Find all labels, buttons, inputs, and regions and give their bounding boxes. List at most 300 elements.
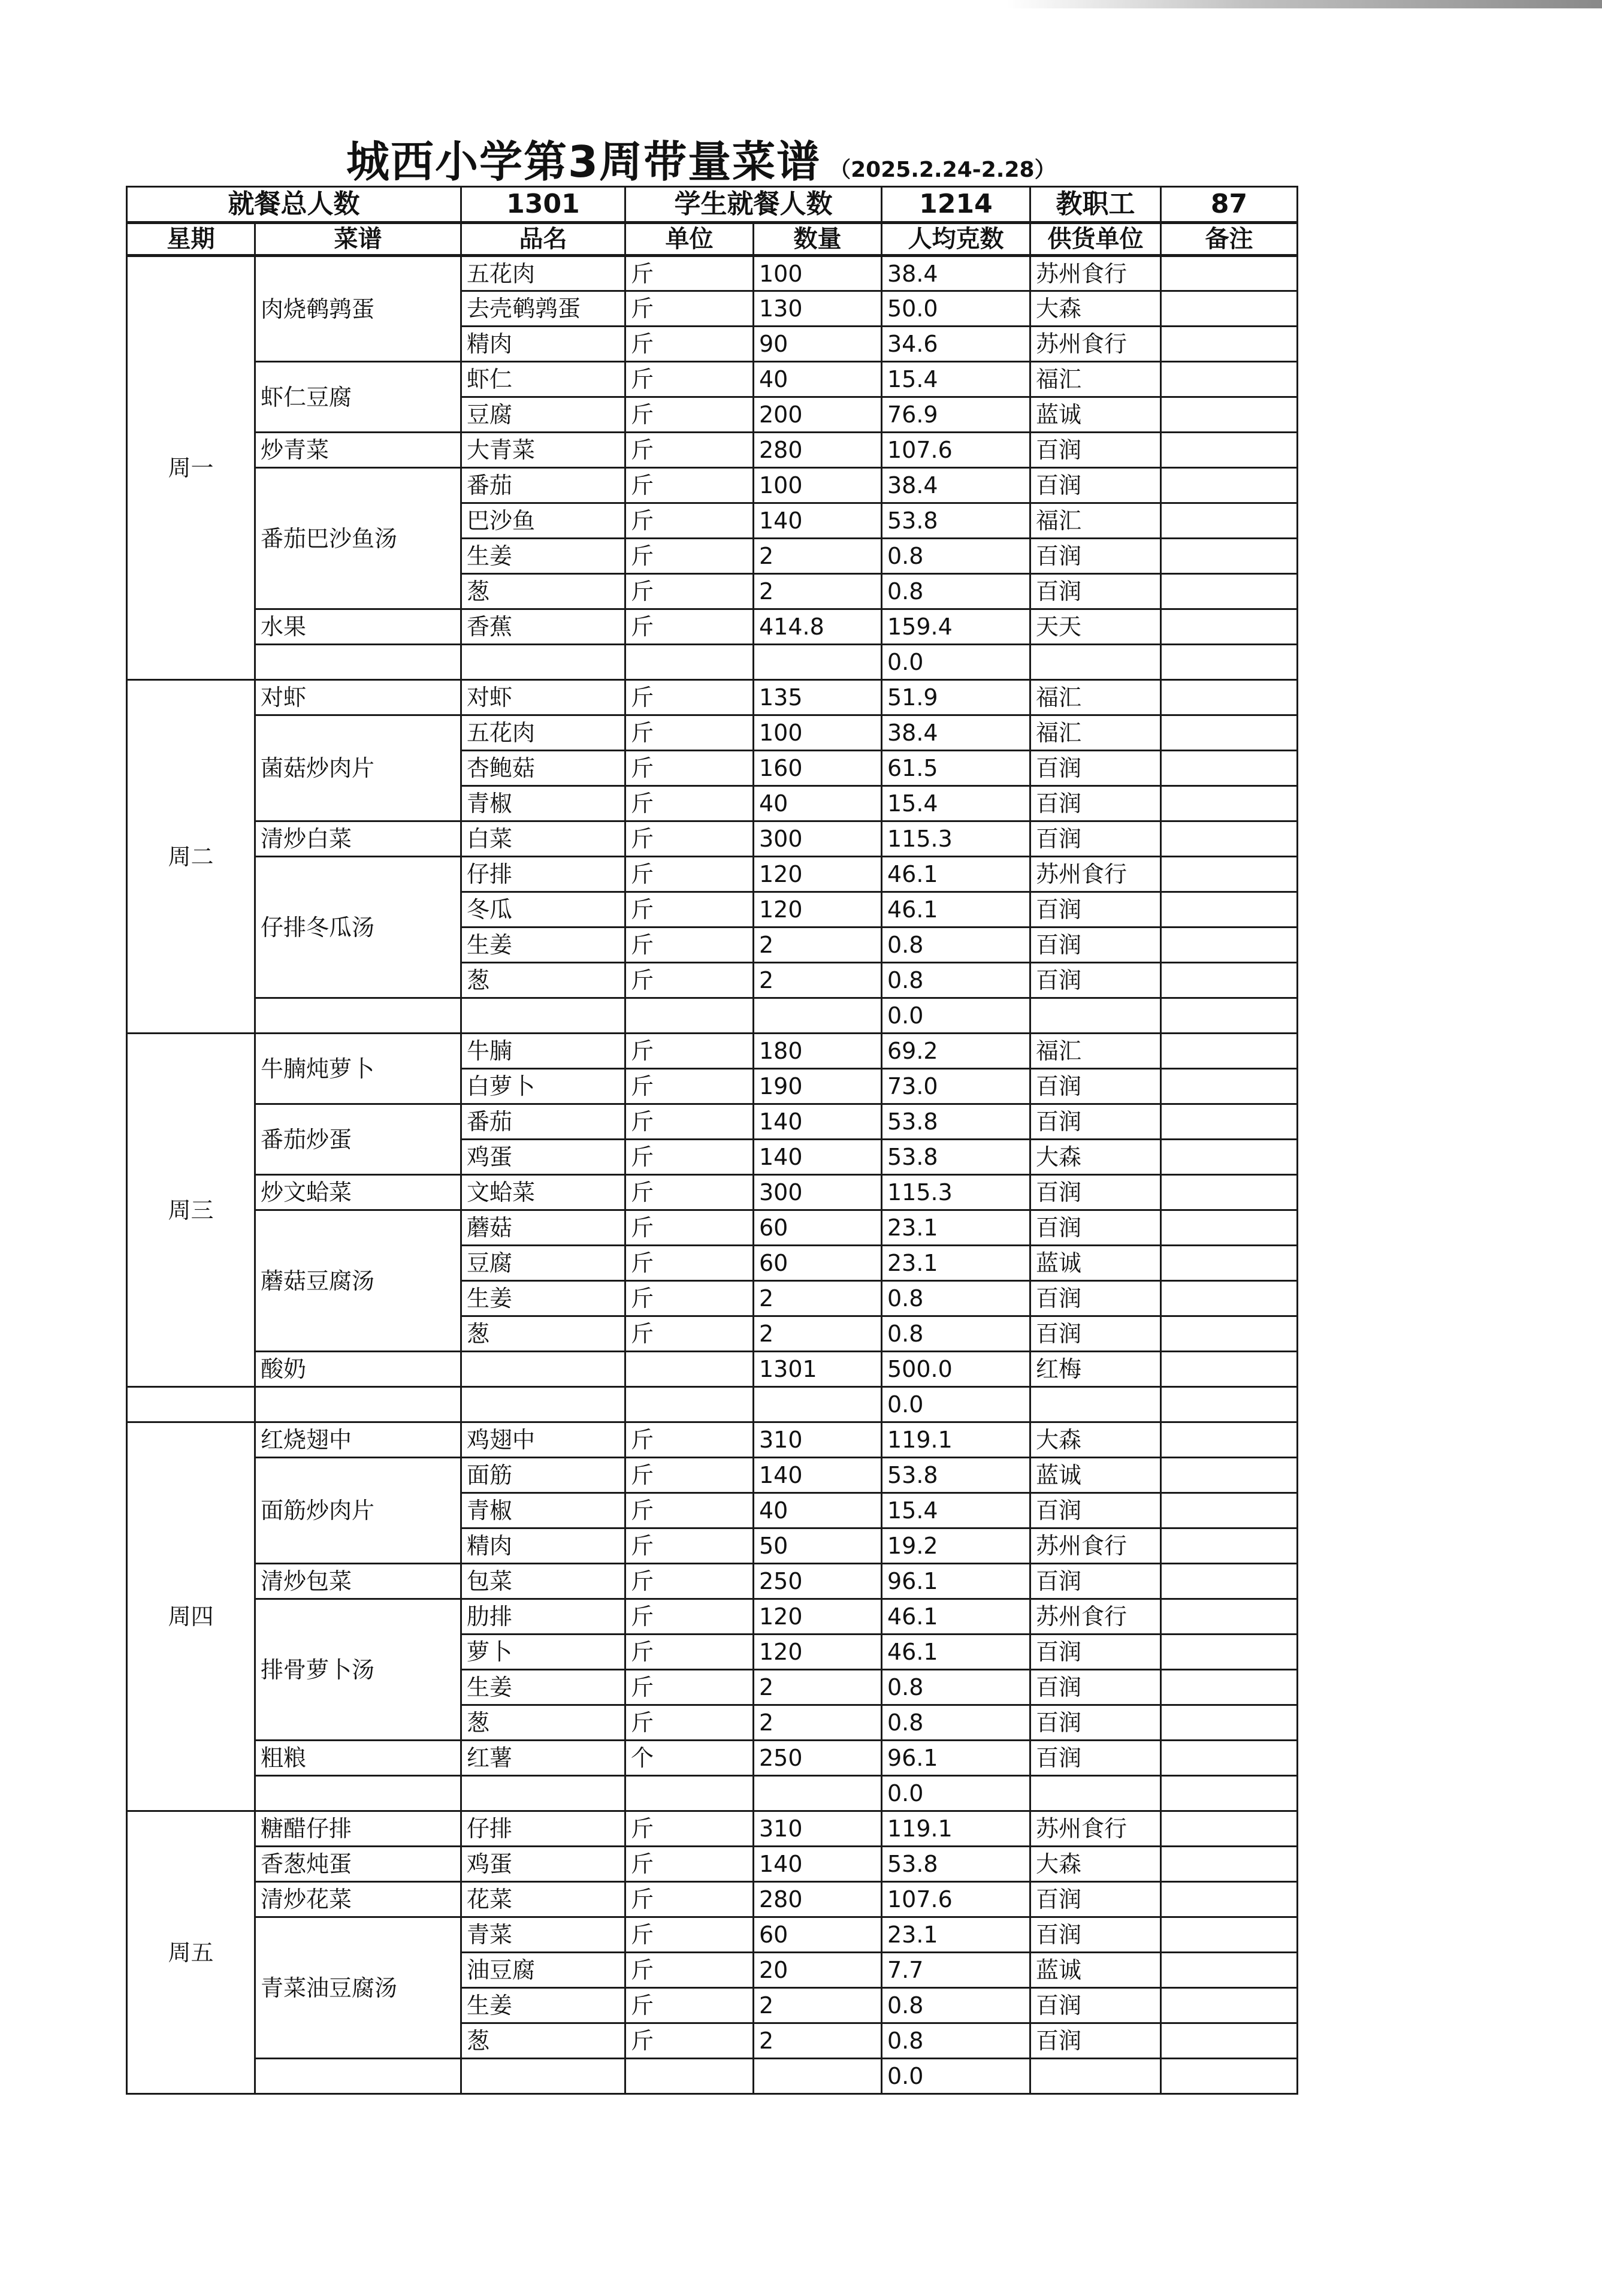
quantity-cell: 50 <box>754 1528 882 1564</box>
quantity-cell: 40 <box>754 362 882 397</box>
quantity-cell: 2 <box>754 1988 882 2023</box>
supplier-cell: 百润 <box>1030 1670 1161 1705</box>
supplier-cell: 苏州食行 <box>1030 256 1161 291</box>
per-capita-cell: 96.1 <box>882 1741 1030 1776</box>
dish-cell: 香葱炖蛋 <box>255 1847 461 1882</box>
supplier-cell <box>1030 1387 1161 1422</box>
item-cell: 文蛤菜 <box>461 1175 625 1210</box>
quantity-cell: 140 <box>754 1847 882 1882</box>
unit-cell: 斤 <box>625 1528 754 1564</box>
weekday-cell: 周三 <box>127 1034 255 1387</box>
per-capita-cell: 0.0 <box>882 1387 1030 1422</box>
table-row <box>127 1387 1298 1422</box>
unit-cell: 斤 <box>625 715 754 751</box>
quantity-cell: 250 <box>754 1741 882 1776</box>
note-cell <box>1161 362 1298 397</box>
per-capita-cell: 76.9 <box>882 397 1030 433</box>
item-cell <box>461 1387 625 1422</box>
dish-cell <box>255 1776 461 1811</box>
note-cell <box>1161 1528 1298 1564</box>
unit-cell: 斤 <box>625 397 754 433</box>
supplier-cell: 百润 <box>1030 468 1161 503</box>
supplier-cell: 百润 <box>1030 821 1161 857</box>
unit-cell: 斤 <box>625 1246 754 1281</box>
menu-table <box>126 186 1298 2095</box>
col-header-per-capita: 人均克数 <box>882 223 1030 256</box>
per-capita-cell: 46.1 <box>882 1635 1030 1670</box>
note-cell <box>1161 892 1298 928</box>
note-cell <box>1161 1705 1298 1741</box>
supplier-cell: 百润 <box>1030 433 1161 468</box>
per-capita-cell: 34.6 <box>882 327 1030 362</box>
item-cell: 虾仁 <box>461 362 625 397</box>
supplier-cell: 福汇 <box>1030 1034 1161 1069</box>
quantity-cell <box>754 1387 882 1422</box>
note-cell <box>1161 327 1298 362</box>
quantity-cell: 180 <box>754 1034 882 1069</box>
table-row <box>127 468 1298 503</box>
supplier-cell: 蓝诚 <box>1030 1458 1161 1493</box>
table-row <box>127 1422 1298 1458</box>
quantity-cell: 310 <box>754 1422 882 1458</box>
per-capita-cell: 53.8 <box>882 503 1030 539</box>
unit-cell: 斤 <box>625 1210 754 1246</box>
item-cell: 生姜 <box>461 539 625 574</box>
item-cell <box>461 1776 625 1811</box>
unit-cell: 斤 <box>625 928 754 963</box>
item-cell <box>461 645 625 680</box>
item-cell: 巴沙鱼 <box>461 503 625 539</box>
item-cell: 鸡翅中 <box>461 1422 625 1458</box>
per-capita-cell: 61.5 <box>882 751 1030 786</box>
dish-cell: 粗粮 <box>255 1741 461 1776</box>
note-cell <box>1161 256 1298 291</box>
quantity-cell: 300 <box>754 1175 882 1210</box>
quantity-cell: 280 <box>754 1882 882 1917</box>
supplier-cell: 百润 <box>1030 1917 1161 1953</box>
note-cell <box>1161 1670 1298 1705</box>
col-header-dish: 菜谱 <box>255 223 461 256</box>
unit-cell: 斤 <box>625 1988 754 2023</box>
item-cell: 对虾 <box>461 680 625 715</box>
item-cell: 大青菜 <box>461 433 625 468</box>
item-cell: 花菜 <box>461 1882 625 1917</box>
per-capita-cell: 0.8 <box>882 963 1030 998</box>
note-cell <box>1161 1493 1298 1528</box>
per-capita-cell: 107.6 <box>882 1882 1030 1917</box>
note-cell <box>1161 1953 1298 1988</box>
per-capita-cell: 53.8 <box>882 1458 1030 1493</box>
note-cell <box>1161 468 1298 503</box>
staff-value: 87 <box>1161 187 1298 223</box>
quantity-cell: 2 <box>754 1705 882 1741</box>
supplier-cell: 百润 <box>1030 892 1161 928</box>
supplier-cell: 苏州食行 <box>1030 857 1161 892</box>
note-cell <box>1161 1246 1298 1281</box>
unit-cell: 斤 <box>625 1635 754 1670</box>
per-capita-cell: 19.2 <box>882 1528 1030 1564</box>
unit-cell: 斤 <box>625 362 754 397</box>
date-range: （2025.2.24-2.28） <box>829 158 1056 182</box>
note-cell <box>1161 786 1298 821</box>
scan-edge-artifact <box>1006 0 1602 8</box>
col-header-supplier: 供货单位 <box>1030 223 1161 256</box>
item-cell: 豆腐 <box>461 1246 625 1281</box>
unit-cell <box>625 2059 754 2094</box>
supplier-cell <box>1030 998 1161 1034</box>
col-header-item: 品名 <box>461 223 625 256</box>
quantity-cell: 280 <box>754 433 882 468</box>
note-cell <box>1161 433 1298 468</box>
item-cell: 青菜 <box>461 1917 625 1953</box>
quantity-cell: 414.8 <box>754 609 882 645</box>
supplier-cell: 百润 <box>1030 1104 1161 1140</box>
per-capita-cell: 0.8 <box>882 1316 1030 1352</box>
dish-cell: 菌菇炒肉片 <box>255 715 461 821</box>
unit-cell: 斤 <box>625 1034 754 1069</box>
item-cell: 精肉 <box>461 327 625 362</box>
table-row <box>127 821 1298 857</box>
dish-cell: 牛腩炖萝卜 <box>255 1034 461 1104</box>
note-cell <box>1161 1281 1298 1316</box>
weekday-cell <box>127 1387 255 1422</box>
per-capita-cell: 0.8 <box>882 539 1030 574</box>
quantity-cell: 140 <box>754 503 882 539</box>
item-cell: 香蕉 <box>461 609 625 645</box>
supplier-cell: 百润 <box>1030 1741 1161 1776</box>
table-row <box>127 1599 1298 1635</box>
note-cell <box>1161 963 1298 998</box>
per-capita-cell: 115.3 <box>882 821 1030 857</box>
dish-cell <box>255 1387 461 1422</box>
quantity-cell: 2 <box>754 1670 882 1705</box>
table-row <box>127 1847 1298 1882</box>
quantity-cell <box>754 2059 882 2094</box>
item-cell: 萝卜 <box>461 1635 625 1670</box>
supplier-cell: 苏州食行 <box>1030 1811 1161 1847</box>
note-cell <box>1161 397 1298 433</box>
note-cell <box>1161 821 1298 857</box>
unit-cell: 斤 <box>625 574 754 609</box>
student-diners-value: 1214 <box>882 187 1030 223</box>
item-cell: 五花肉 <box>461 715 625 751</box>
supplier-cell <box>1030 645 1161 680</box>
item-cell: 冬瓜 <box>461 892 625 928</box>
note-cell <box>1161 715 1298 751</box>
supplier-cell: 福汇 <box>1030 680 1161 715</box>
unit-cell: 斤 <box>625 1917 754 1953</box>
unit-cell: 斤 <box>625 503 754 539</box>
quantity-cell: 2 <box>754 539 882 574</box>
quantity-cell <box>754 645 882 680</box>
dish-cell <box>255 2059 461 2094</box>
note-cell <box>1161 1811 1298 1847</box>
quantity-cell: 190 <box>754 1069 882 1104</box>
supplier-cell: 百润 <box>1030 1281 1161 1316</box>
unit-cell <box>625 1387 754 1422</box>
item-cell: 葱 <box>461 1705 625 1741</box>
dish-cell: 炒青菜 <box>255 433 461 468</box>
weekday-cell: 周四 <box>127 1422 255 1811</box>
quantity-cell: 140 <box>754 1104 882 1140</box>
dish-cell: 肉烧鹌鹑蛋 <box>255 256 461 362</box>
per-capita-cell: 38.4 <box>882 468 1030 503</box>
item-cell: 生姜 <box>461 1670 625 1705</box>
per-capita-cell: 119.1 <box>882 1422 1030 1458</box>
per-capita-cell: 23.1 <box>882 1917 1030 1953</box>
unit-cell: 斤 <box>625 291 754 327</box>
note-cell <box>1161 1847 1298 1882</box>
quantity-cell: 135 <box>754 680 882 715</box>
per-capita-cell: 50.0 <box>882 291 1030 327</box>
item-cell: 五花肉 <box>461 256 625 291</box>
quantity-cell <box>754 998 882 1034</box>
supplier-cell: 福汇 <box>1030 503 1161 539</box>
per-capita-cell: 115.3 <box>882 1175 1030 1210</box>
item-cell: 葱 <box>461 574 625 609</box>
table-row <box>127 609 1298 645</box>
note-cell <box>1161 1882 1298 1917</box>
item-cell: 红薯 <box>461 1741 625 1776</box>
supplier-cell: 大森 <box>1030 291 1161 327</box>
per-capita-cell: 0.0 <box>882 998 1030 1034</box>
quantity-cell: 60 <box>754 1917 882 1953</box>
unit-cell: 斤 <box>625 433 754 468</box>
quantity-cell: 100 <box>754 715 882 751</box>
item-cell <box>461 2059 625 2094</box>
per-capita-cell: 46.1 <box>882 1599 1030 1635</box>
table-row <box>127 1175 1298 1210</box>
item-cell: 青椒 <box>461 1493 625 1528</box>
per-capita-cell: 73.0 <box>882 1069 1030 1104</box>
per-capita-cell: 38.4 <box>882 256 1030 291</box>
per-capita-cell: 15.4 <box>882 362 1030 397</box>
per-capita-cell: 0.8 <box>882 574 1030 609</box>
supplier-cell: 大森 <box>1030 1422 1161 1458</box>
table-row <box>127 998 1298 1034</box>
note-cell <box>1161 1316 1298 1352</box>
quantity-cell: 90 <box>754 327 882 362</box>
table-row <box>127 857 1298 892</box>
table-row <box>127 1917 1298 1953</box>
note-cell <box>1161 1988 1298 2023</box>
dish-cell: 清炒花菜 <box>255 1882 461 1917</box>
quantity-cell: 120 <box>754 1599 882 1635</box>
note-cell <box>1161 2059 1298 2094</box>
dish-cell <box>255 645 461 680</box>
per-capita-cell: 53.8 <box>882 1847 1030 1882</box>
dish-cell: 面筋炒肉片 <box>255 1458 461 1564</box>
item-cell: 生姜 <box>461 1988 625 2023</box>
unit-cell: 斤 <box>625 1458 754 1493</box>
per-capita-cell: 46.1 <box>882 892 1030 928</box>
quantity-cell: 140 <box>754 1458 882 1493</box>
dish-cell: 炒文蛤菜 <box>255 1175 461 1210</box>
quantity-cell: 60 <box>754 1210 882 1246</box>
weekday-cell: 周二 <box>127 680 255 1034</box>
per-capita-cell: 38.4 <box>882 715 1030 751</box>
per-capita-cell: 0.0 <box>882 2059 1030 2094</box>
dish-cell: 仔排冬瓜汤 <box>255 857 461 998</box>
unit-cell <box>625 1352 754 1387</box>
per-capita-cell: 0.0 <box>882 645 1030 680</box>
supplier-cell: 福汇 <box>1030 362 1161 397</box>
note-cell <box>1161 1210 1298 1246</box>
quantity-cell: 20 <box>754 1953 882 1988</box>
table-row <box>127 645 1298 680</box>
unit-cell: 斤 <box>625 786 754 821</box>
dish-cell: 青菜油豆腐汤 <box>255 1917 461 2059</box>
unit-cell <box>625 1776 754 1811</box>
supplier-cell: 百润 <box>1030 574 1161 609</box>
unit-cell: 斤 <box>625 857 754 892</box>
supplier-cell: 百润 <box>1030 1705 1161 1741</box>
page-title <box>346 127 1056 193</box>
supplier-cell: 苏州食行 <box>1030 1528 1161 1564</box>
unit-cell <box>625 998 754 1034</box>
dish-cell: 酸奶 <box>255 1352 461 1387</box>
unit-cell: 斤 <box>625 821 754 857</box>
supplier-cell: 蓝诚 <box>1030 1953 1161 1988</box>
dish-cell: 蘑菇豆腐汤 <box>255 1210 461 1352</box>
item-cell: 生姜 <box>461 928 625 963</box>
supplier-cell: 百润 <box>1030 1882 1161 1917</box>
weekday-cell: 周一 <box>127 256 255 680</box>
per-capita-cell: 0.0 <box>882 1776 1030 1811</box>
unit-cell: 斤 <box>625 1140 754 1175</box>
quantity-cell: 2 <box>754 2023 882 2059</box>
note-cell <box>1161 1458 1298 1493</box>
table-row <box>127 1776 1298 1811</box>
per-capita-cell: 69.2 <box>882 1034 1030 1069</box>
table-row <box>127 1352 1298 1387</box>
table-row <box>127 1034 1298 1069</box>
quantity-cell: 2 <box>754 574 882 609</box>
supplier-cell: 大森 <box>1030 1847 1161 1882</box>
per-capita-cell: 23.1 <box>882 1210 1030 1246</box>
quantity-cell: 300 <box>754 821 882 857</box>
item-cell: 葱 <box>461 963 625 998</box>
unit-cell: 斤 <box>625 1104 754 1140</box>
per-capita-cell: 0.8 <box>882 928 1030 963</box>
table-row <box>127 715 1298 751</box>
unit-cell: 斤 <box>625 1281 754 1316</box>
note-cell <box>1161 1034 1298 1069</box>
item-cell: 面筋 <box>461 1458 625 1493</box>
table-row <box>127 1741 1298 1776</box>
note-cell <box>1161 1635 1298 1670</box>
item-cell: 杏鲍菇 <box>461 751 625 786</box>
table-row <box>127 2059 1298 2094</box>
item-cell: 仔排 <box>461 1811 625 1847</box>
item-cell: 白萝卜 <box>461 1069 625 1104</box>
total-diners-value: 1301 <box>461 187 625 223</box>
col-header-unit: 单位 <box>625 223 754 256</box>
table-row <box>127 1210 1298 1246</box>
quantity-cell: 40 <box>754 1493 882 1528</box>
dish-cell: 排骨萝卜汤 <box>255 1599 461 1741</box>
table-row <box>127 1458 1298 1493</box>
per-capita-cell: 96.1 <box>882 1564 1030 1599</box>
dish-cell <box>255 998 461 1034</box>
unit-cell: 斤 <box>625 468 754 503</box>
per-capita-cell: 23.1 <box>882 1246 1030 1281</box>
item-cell: 仔排 <box>461 857 625 892</box>
unit-cell: 斤 <box>625 680 754 715</box>
note-cell <box>1161 1917 1298 1953</box>
dish-cell: 虾仁豆腐 <box>255 362 461 433</box>
col-header-qty: 数量 <box>754 223 882 256</box>
unit-cell: 斤 <box>625 256 754 291</box>
quantity-cell: 60 <box>754 1246 882 1281</box>
note-cell <box>1161 1422 1298 1458</box>
supplier-cell: 百润 <box>1030 751 1161 786</box>
col-header-weekday: 星期 <box>127 223 255 256</box>
staff-label: 教职工 <box>1030 187 1161 223</box>
quantity-cell: 310 <box>754 1811 882 1847</box>
note-cell <box>1161 645 1298 680</box>
supplier-cell: 百润 <box>1030 2023 1161 2059</box>
quantity-cell: 100 <box>754 256 882 291</box>
supplier-cell: 大森 <box>1030 1140 1161 1175</box>
quantity-cell <box>754 1776 882 1811</box>
supplier-cell: 蓝诚 <box>1030 397 1161 433</box>
unit-cell: 斤 <box>625 539 754 574</box>
item-cell: 青椒 <box>461 786 625 821</box>
table-row <box>127 1882 1298 1917</box>
note-cell <box>1161 1776 1298 1811</box>
note-cell <box>1161 1741 1298 1776</box>
note-cell <box>1161 503 1298 539</box>
item-cell: 精肉 <box>461 1528 625 1564</box>
item-cell: 番茄 <box>461 1104 625 1140</box>
supplier-cell <box>1030 1776 1161 1811</box>
quantity-cell: 120 <box>754 857 882 892</box>
dish-cell: 番茄巴沙鱼汤 <box>255 468 461 609</box>
item-cell: 蘑菇 <box>461 1210 625 1246</box>
per-capita-cell: 53.8 <box>882 1140 1030 1175</box>
supplier-cell: 百润 <box>1030 963 1161 998</box>
supplier-cell: 苏州食行 <box>1030 327 1161 362</box>
unit-cell: 斤 <box>625 1882 754 1917</box>
quantity-cell: 120 <box>754 1635 882 1670</box>
weekday-cell: 周五 <box>127 1811 255 2094</box>
supplier-cell: 蓝诚 <box>1030 1246 1161 1281</box>
student-diners-label: 学生就餐人数 <box>625 187 882 223</box>
dish-cell: 清炒包菜 <box>255 1564 461 1599</box>
item-cell: 白菜 <box>461 821 625 857</box>
note-cell <box>1161 2023 1298 2059</box>
note-cell <box>1161 574 1298 609</box>
note-cell <box>1161 1352 1298 1387</box>
quantity-cell: 1301 <box>754 1352 882 1387</box>
item-cell: 牛腩 <box>461 1034 625 1069</box>
dish-cell: 水果 <box>255 609 461 645</box>
note-cell <box>1161 1599 1298 1635</box>
quantity-cell: 200 <box>754 397 882 433</box>
supplier-cell: 百润 <box>1030 1175 1161 1210</box>
note-cell <box>1161 609 1298 645</box>
table-row <box>127 433 1298 468</box>
supplier-cell: 天天 <box>1030 609 1161 645</box>
per-capita-cell: 0.8 <box>882 1670 1030 1705</box>
note-cell <box>1161 1175 1298 1210</box>
per-capita-cell: 51.9 <box>882 680 1030 715</box>
unit-cell: 斤 <box>625 1564 754 1599</box>
note-cell <box>1161 1387 1298 1422</box>
item-cell: 番茄 <box>461 468 625 503</box>
unit-cell: 斤 <box>625 751 754 786</box>
